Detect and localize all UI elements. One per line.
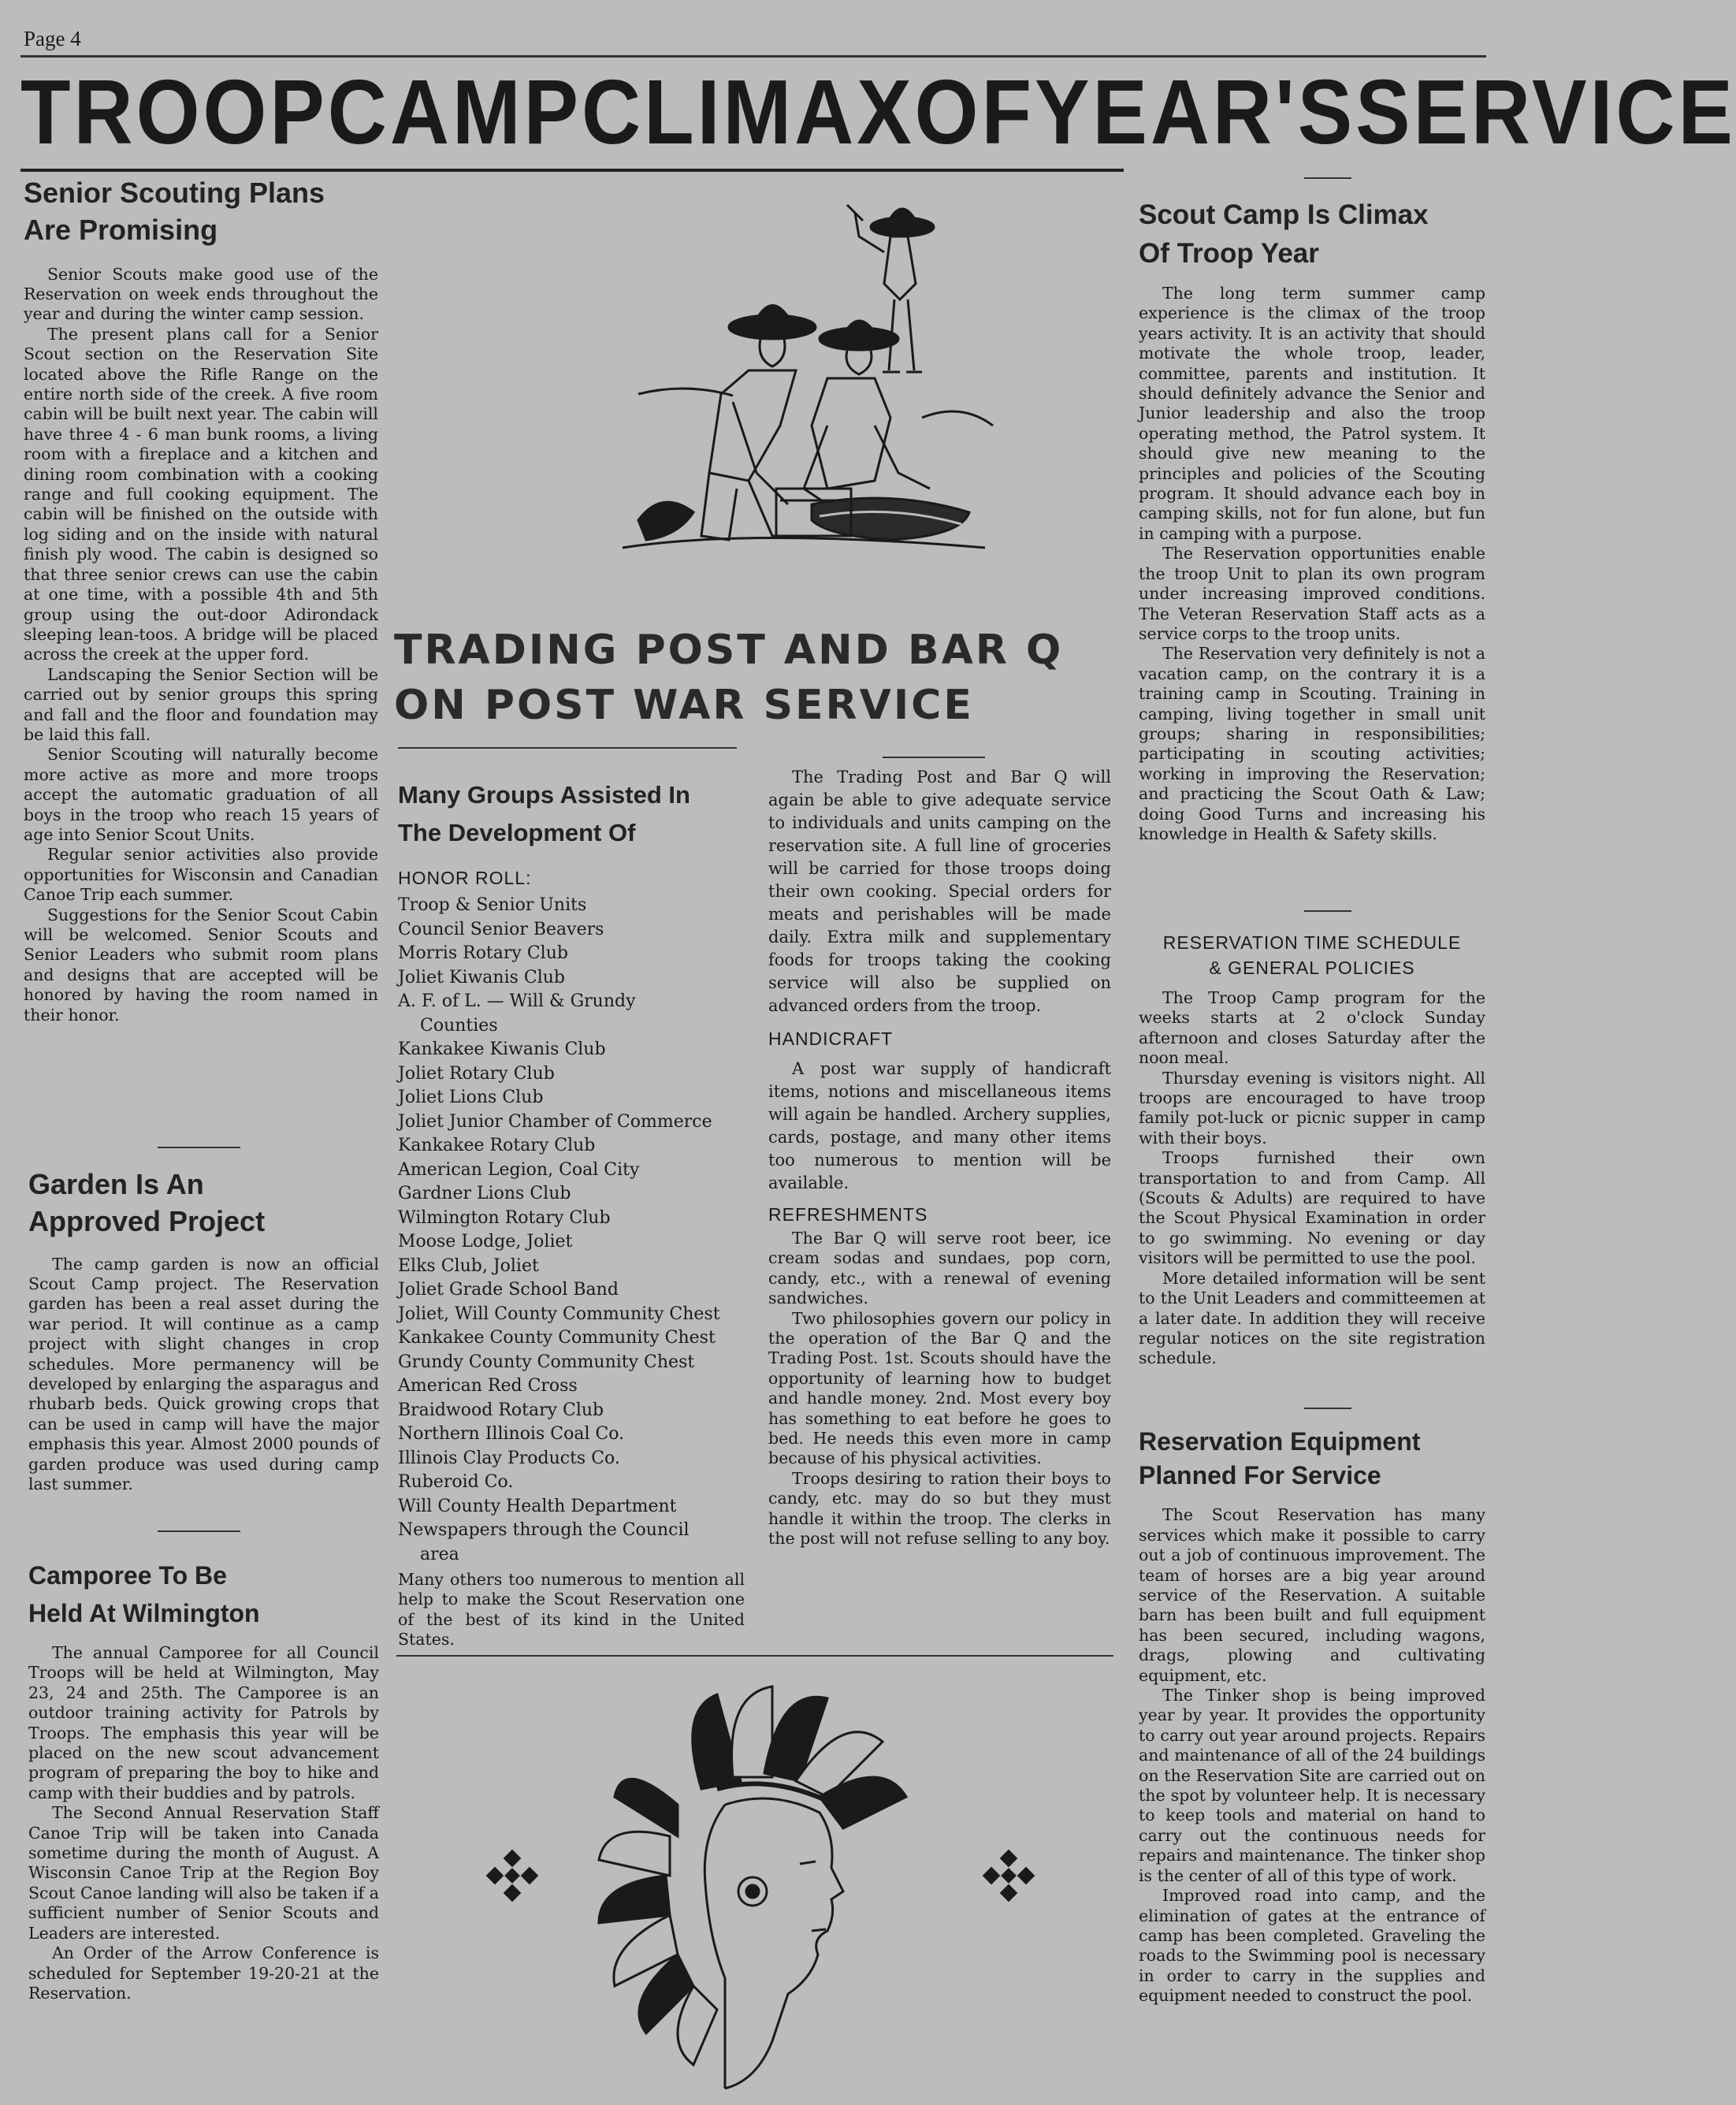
honor-roll-item: Joliet, Will County Community Chest — [398, 1304, 720, 1324]
page-number: Page 4 — [24, 27, 81, 50]
honor-roll-item: Kankakee County Community Chest — [398, 1328, 716, 1348]
honor-roll-item: Ruberoid Co. — [398, 1472, 514, 1492]
paragraph: Improved road into camp, and the elimination of gates at the entrance of camp has been completed. Graveling the roads to the Swimming pool is necessary in order to carry in the supplies and equipment needed to construct the pool. — [1139, 1886, 1485, 2006]
honor-roll-item: Council Senior Beavers — [398, 919, 604, 939]
honor-roll-list — [398, 894, 745, 1567]
honor-roll-item: A. F. of L. — Will & Grundy — [398, 991, 636, 1011]
refreshments-body — [768, 1229, 1111, 1549]
paragraph: An Order of the Arrow Conference is scheduled for September 19-20-21 at the Reservation. — [28, 1943, 379, 2003]
refreshments-label: REFRESHMENTS — [768, 1204, 928, 1225]
paragraph: The annual Camporee for all Council Troops will be held at Wilmington, May 23, 24 and 25th. The Camporee is an outdoor training activity for Patrols by Troops. The emphasis this year will be placed on the new scout advancement program of preparing the boy to hike and camp with their buddies and by patrols. — [28, 1643, 379, 1802]
headline-line: TRADING POST AND BAR Q — [394, 627, 1064, 674]
title-line: Approved Project — [28, 1204, 266, 1237]
article-trading-post — [768, 766, 1111, 1549]
paragraph: Landscaping the Senior Section will be carried out by senior groups this spring and fall and the floor and foundation may be laid this fall. — [24, 664, 378, 744]
handicraft-label: HANDICRAFT — [768, 1028, 894, 1049]
article-body — [28, 1255, 379, 1495]
scouts-camping-illustration — [591, 189, 1001, 560]
paragraph: The Troop Camp program for the weeks starts at 2 o'clock Sunday afternoon and closes Saturday after the noon meal. — [1139, 988, 1485, 1068]
honor-roll-item: Troop & Senior Units — [398, 895, 587, 915]
paragraph: The Trading Post and Bar Q will again be able to give adequate service to individuals and units camping on the reservation site. A full line of groceries will be carried for those troops doing their own cooking. Special orders for meats and perishables will be made daily. Extra milk and supplementary foods for troops taking the cooking service will also be supplied on advanced orders from the troop. — [768, 768, 1111, 1015]
paragraph: The camp garden is now an official Scout Camp project. The Reservation garden has been a real asset during the war period. It will continue as a camp project with slight changes in crop schedules. More permanency will be developed by enlarging the asparagus and rhubarb beds. Quick growing crops that can be used in camp will have the major emphasis this year. Almost 2000 pounds of garden produce was used during camp last summer. — [28, 1254, 379, 1494]
honor-roll-item: Gardner Lions Club — [398, 1184, 571, 1203]
masthead-word: OF — [914, 61, 1035, 164]
chief-headdress-illustration — [441, 1679, 1087, 2096]
section-divider — [158, 1530, 240, 1532]
honor-roll-item: Joliet Grade School Band — [398, 1280, 619, 1300]
paragraph: A post war supply of handicraft items, notions and miscellaneous items will again be handled. Archery supplies, cards, postage, and many other items too numerous to mention will be available. — [768, 1059, 1111, 1192]
honor-roll-closing — [398, 1570, 745, 1650]
title-line: Many Groups Assisted In — [398, 781, 690, 809]
paragraph: The Reservation opportunities enable the troop Unit to plan its own program under increasing improved conditions. The Veteran Reservation Staff acts as a service corps to the troop units. — [1139, 544, 1485, 643]
honor-roll-item: Joliet Junior Chamber of Commerce — [398, 1111, 712, 1132]
illustration-rule — [396, 1655, 1113, 1657]
article-title — [1139, 195, 1485, 273]
masthead — [20, 61, 1736, 164]
paragraph: Suggestions for the Senior Scout Cabin will be welcomed. Senior Scouts and Senior Leaders who submit room plans and designs that are accepted will be honored by having the room named in their honor. — [24, 905, 378, 1025]
article-body — [28, 1643, 379, 2003]
title-line: Are Promising — [24, 213, 218, 246]
article-reservation-equipment — [1139, 1425, 1485, 2006]
honor-roll-label: HONOR ROLL: — [398, 868, 532, 888]
title-line: Reservation Equipment — [1139, 1427, 1421, 1456]
masthead-word: CAMP — [327, 61, 582, 164]
article-body — [24, 265, 378, 1025]
article-body — [1139, 1505, 1485, 2006]
article-title — [24, 175, 378, 249]
honor-roll-item: Wilmington Rotary Club — [398, 1207, 611, 1228]
paragraph: The present plans call for a Senior Scout section on the Reservation Site located above the Rifle Range on the entire north side of the creek. A five room cabin will be built next year. The cabin will have three 4 - 6 man bunk rooms, a living room with a fireplace and a kitchen and dining room combination with a cooking range and full cooking equipment. The cabin will be finished on the outside with log siding and on the inside with natural finish ply wood. The cabin is designed so that three senior crews can use the cabin at one time, with a possible 4th and 5th group using the out-door Adirondack sleeping lean-toos. A bridge will be placed across the creek at the upper ford. — [24, 324, 378, 664]
honor-roll-item: area — [420, 1544, 459, 1564]
honor-roll-item: Elks Club, Joliet — [398, 1255, 539, 1276]
article-body — [1139, 988, 1485, 1369]
honor-roll-item: Braidwood Rotary Club — [398, 1400, 604, 1420]
honor-roll-item: American Legion, Coal City — [398, 1159, 640, 1180]
section-divider — [1304, 177, 1351, 179]
top-rule — [20, 55, 1486, 58]
masthead-word: CLIMAX — [582, 61, 915, 164]
paragraph: The long term summer camp experience is the climax of the troop years activity. It is an activity that should motivate the whole troop, leader, committee, parents and institution. It should definitely advance the Senior and Junior leadership and also the troop operating method, the Patrol system. It should give new meaning to the principles and policies of the Scouting program. It should advance each boy in camping skills, not for fun alone, but fun in camping with a purpose. — [1139, 284, 1485, 543]
article-garden — [28, 1166, 379, 1494]
paragraph: The Bar Q will serve root beer, ice cream sodas and sundaes, pop corn, candy, etc., with a renewal of evening sandwiches. — [768, 1229, 1111, 1308]
honor-roll-item: Illinois Clay Products Co. — [398, 1448, 620, 1468]
honor-roll-item: Newspapers through the Council — [398, 1520, 690, 1540]
title-line: Planned For Service — [1139, 1461, 1381, 1490]
article-many-groups — [398, 776, 745, 1650]
masthead-word: TROOP — [20, 61, 328, 164]
paragraph: The Scout Reservation has many services which make it possible to carry out a job of continuous improvement. The team of horses are a big year around service of the Reservation. A suitable barn has been built and full equipment has been secured, including wagons, drags, plowing and cultivating equipment, etc. — [1139, 1505, 1485, 1685]
section-divider — [1304, 1408, 1351, 1409]
article-body — [1139, 284, 1485, 844]
article-time-schedule — [1139, 930, 1485, 1369]
headline-line: ON POST WAR SERVICE — [394, 682, 974, 729]
paragraph: Troops desiring to ration their boys to candy, etc. may do so but they must handle it within the troop. The clerks in the post will not refuse selling to any boy. — [768, 1468, 1111, 1549]
article-title — [398, 776, 745, 852]
honor-roll-item: Counties — [420, 1015, 498, 1036]
paragraph: The Reservation very definitely is not a vacation camp, on the contrary it is a training camp in Scouting. Training in camping, living together in small unit groups; sharing in responsibilities; participating in scouting activities; working in improving the Reservation; and practicing the Scout Oath & Law; doing Good Turns and increasing his knowledge in Health & Safety skills. — [1139, 644, 1485, 843]
paragraph: Troops furnished their own transportation to and from Camp. All (Scouts & Adults) are required to have the Scout Physical Examination in order to go swimming. No evening or day visitors will be permitted to use the pool. — [1139, 1148, 1485, 1268]
title-line: Of Troop Year — [1139, 238, 1319, 269]
title-line: The Development Of — [398, 819, 636, 846]
article-title — [28, 1556, 379, 1632]
honor-roll-item: Will County Health Department — [398, 1496, 677, 1516]
honor-roll-item: Joliet Lions Club — [398, 1088, 544, 1107]
honor-roll-item: Morris Rotary Club — [398, 943, 568, 963]
honor-roll-item: Kankakee Rotary Club — [398, 1136, 596, 1155]
masthead-word: SERVICE — [1355, 61, 1736, 164]
paragraph: More detailed information will be sent to the Unit Leaders and committeemen at a later date. In addition they will receive regular notices on the site registration schedule. — [1139, 1268, 1485, 1368]
article-title — [1139, 930, 1485, 980]
title-line: Senior Scouting Plans — [24, 177, 325, 209]
masthead-rule — [20, 169, 1124, 172]
article-scout-camp-climax — [1139, 195, 1485, 844]
title-line: RESERVATION TIME SCHEDULE — [1162, 932, 1462, 953]
honor-roll-item: Kankakee Kiwanis Club — [398, 1039, 606, 1059]
honor-roll-item: Moose Lodge, Joliet — [398, 1232, 573, 1251]
paragraph: Two philosophies govern our policy in the operation of the Bar Q and the Trading Post. 1st. Scouts should have the opportunity of learning how to budget and handle money. 2nd. Most every boy has something to eat before he goes to bed. He needs this even more in camp because of his physical activities. — [768, 1308, 1111, 1468]
paragraph: The Second Annual Reservation Staff Canoe Trip will be taken into Canada sometime during the month of August. A Wisconsin Canoe Trip at the Region Boy Scout Canoe landing will also be taken if a sufficient number of Senior Scouts and Leaders are interested. — [28, 1803, 379, 1943]
paragraph: Regular senior activities also provide opportunities for Wisconsin and Canadian Canoe Trip each summer. — [24, 845, 378, 905]
paragraph: The Tinker shop is being improved year by year. It provides the opportunity to carry out year around projects. Repairs and maintenance of all of the 24 buildings on the Reservation Site are carried out on the spot by volunteer help. It is necessary to keep tools and material on hand to carry out the continuous needs for repairs and maintenance. The tinker shop is the center of all of this type of work. — [1139, 1686, 1485, 1885]
title-line: & GENERAL POLICIES — [1209, 958, 1415, 978]
trading-post-headline — [394, 623, 1119, 733]
title-line: Garden Is An — [28, 1168, 204, 1200]
masthead-word: YEAR'S — [1035, 61, 1356, 164]
honor-roll-item: Northern Illinois Coal Co. — [398, 1424, 625, 1444]
article-title — [1139, 1425, 1485, 1493]
article-senior-scouting — [24, 175, 378, 1025]
title-line: Scout Camp Is Climax — [1139, 199, 1429, 230]
article-title — [28, 1166, 379, 1240]
section-divider — [158, 1147, 240, 1148]
paragraph: Senior Scouting will naturally become more active as more and more troops accept the automatic graduation of all boys in the troop who reach 15 years of age into Senior Scout Units. — [24, 745, 378, 844]
headline-rule — [883, 757, 985, 758]
honor-roll-item: Joliet Kiwanis Club — [398, 967, 566, 987]
handicraft-body — [768, 1058, 1111, 1195]
title-line: Camporee To Be — [28, 1561, 227, 1590]
honor-roll-item: American Red Cross — [398, 1376, 578, 1396]
section-divider — [1304, 910, 1351, 912]
article-body — [768, 766, 1111, 1017]
paragraph: Senior Scouts make good use of the Reservation on week ends throughout the year and during the winter camp session. — [24, 264, 378, 324]
headline-rule — [398, 747, 737, 749]
honor-roll-item: Joliet Rotary Club — [398, 1063, 555, 1084]
article-camporee — [28, 1556, 379, 2003]
title-line: Held At Wilmington — [28, 1599, 260, 1627]
paragraph: Many others too numerous to mention all help to make the Scout Reservation one of the best of its kind in the United States. — [398, 1570, 745, 1649]
honor-roll-item: Grundy County Community Chest — [398, 1352, 695, 1372]
paragraph: Thursday evening is visitors night. All troops are encouraged to have troop family pot-luck or picnic supper in camp with their boys. — [1139, 1068, 1485, 1147]
